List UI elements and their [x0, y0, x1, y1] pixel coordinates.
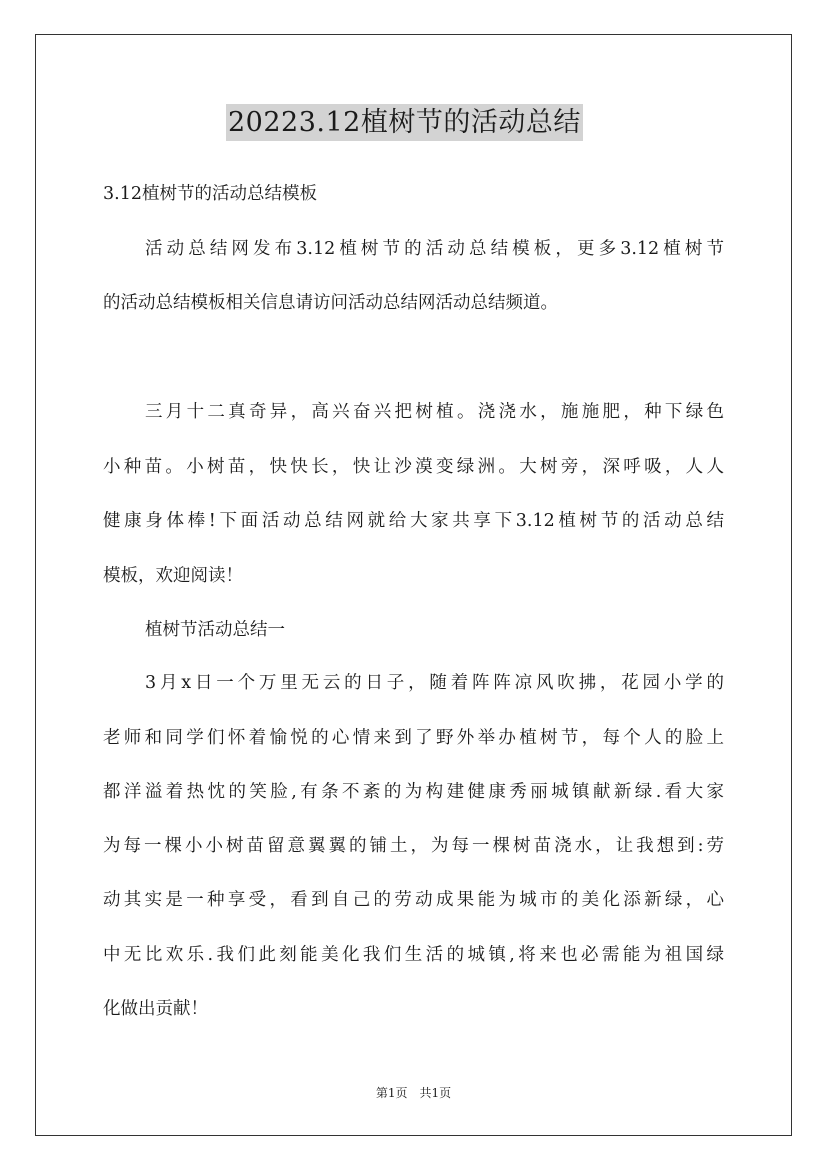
document-title: 20223.12植树节的活动总结 [226, 104, 583, 141]
paragraph-line: 为每一棵小小树苗留意翼翼的铺土，为每一棵树苗浇水，让我想到:劳 [103, 836, 724, 856]
paragraph-line: 都洋溢着热忱的笑脸,有条不紊的为构建健康秀丽城镇献新绿.看大家 [103, 782, 724, 802]
paragraph-line: 三月十二真奇异，高兴奋兴把树植。浇浇水，施施肥，种下绿色 [145, 402, 724, 422]
paragraph-line: 健康身体棒!下面活动总结网就给大家共享下3.12植树节的活动总结 [103, 511, 724, 531]
section-heading: 植树节活动总结一 [145, 620, 285, 640]
document-subtitle: 3.12植树节的活动总结模板 [103, 184, 317, 204]
paragraph-line: 老师和同学们怀着愉悦的心情来到了野外举办植树节，每个人的脸上 [103, 728, 724, 748]
paragraph-line: 动其实是一种享受，看到自己的劳动成果能为城市的美化添新绿，心 [103, 890, 724, 910]
paragraph-line: 活动总结网发布3.12植树节的活动总结模板，更多3.12植树节 [145, 239, 724, 259]
paragraph-line: 的活动总结模板相关信息请访问活动总结网活动总结频道。 [103, 293, 558, 313]
paragraph-line: 小种苗。小树苗，快快长，快让沙漠变绿洲。大树旁，深呼吸，人人 [103, 457, 724, 477]
paragraph-line: 化做出贡献！ [103, 999, 208, 1019]
paragraph-line: 模板，欢迎阅读！ [103, 566, 243, 586]
paragraph-line: 3月x日一个万里无云的日子，随着阵阵凉风吹拂，花园小学的 [145, 673, 724, 693]
paragraph-line: 中无比欢乐.我们此刻能美化我们生活的城镇,将来也必需能为祖国绿 [103, 945, 724, 965]
page-footer: 第1页 共1页 [375, 1086, 452, 1100]
